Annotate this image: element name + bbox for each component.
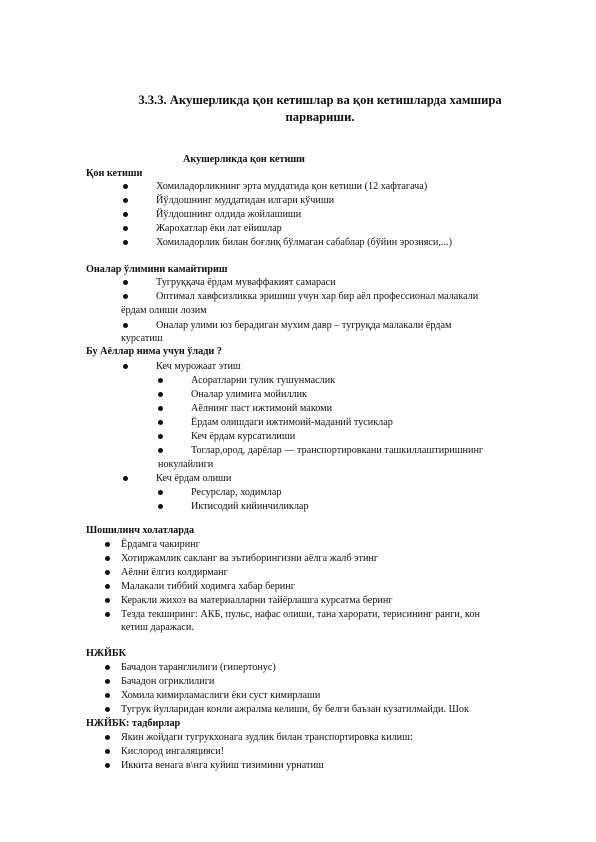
list-item: Йўлдошнинг муддатидан илгари кўчиши xyxy=(156,195,335,206)
bullet-icon xyxy=(105,679,110,684)
bullet-icon xyxy=(105,665,110,670)
list-item: Малакали тиббий ходимга хабар беринг xyxy=(121,581,295,592)
list-item: Хомила кимирламаслиги ёки суст кимирлаши xyxy=(121,690,321,701)
list-item: Йўлдошнинг олдида жойлашиши xyxy=(156,209,302,220)
list-item: Керакли жихоз ва материалларни тайёрлашга курсатма беринг xyxy=(121,595,393,606)
bullet-icon xyxy=(105,707,110,712)
bullet-icon xyxy=(123,240,128,245)
bullet-icon xyxy=(105,612,110,617)
list-item: Хотиржамлик сакланг ва эътиборингизни аёлга жалб этинг xyxy=(121,553,379,564)
s6-heading: НЖЙБК: тадбирлар xyxy=(86,718,181,729)
list-item: Асоратларни тулик тушунмаслик xyxy=(191,375,336,386)
bullet-icon xyxy=(158,420,163,425)
list-item: Тезда текширинг: АКБ, пульс, нафас олиши, тана харорати, терисининг ранги, кон xyxy=(121,609,480,620)
bullet-icon xyxy=(123,184,128,189)
bullet-icon xyxy=(158,434,163,439)
bullet-icon xyxy=(105,570,110,575)
bullet-icon xyxy=(105,556,110,561)
list-item-continuation: кетиш даражаси. xyxy=(121,622,194,633)
list-item: Аёлнинг паст ижтимоий макоми xyxy=(191,403,333,414)
s3-heading: Бу Аёллар нима учун ўлади ? xyxy=(86,346,222,357)
list-item: Тугрук йулларидан конли ажралма келиши, бу белги баъзан кузатилмайди. Шок xyxy=(121,704,469,715)
bullet-icon xyxy=(123,364,128,369)
list-item: Кеч ёрдам курсатилиши xyxy=(191,431,296,442)
bullet-icon xyxy=(105,584,110,589)
list-item: Кеч мурожаат этиш xyxy=(156,361,241,372)
list-item: Кислород ингаляцияси! xyxy=(121,746,224,757)
bullet-icon xyxy=(105,749,110,754)
section-title-line-2: парвариши. xyxy=(285,110,355,124)
s5-heading: НЖЙБК xyxy=(86,648,127,659)
list-item: Оптимал хавфсизликка эришиш учун хар бир аёл профессионал малакали xyxy=(156,291,479,302)
s4-heading: Шошилинч холатларда xyxy=(86,525,195,536)
list-item: Оналар улими юз берадиган мухим давр – тугруқда малакали ёрдам xyxy=(156,320,452,331)
list-item-continuation: курсатиш xyxy=(121,333,163,344)
list-item: Тоглар,ород, дарёлар — транспортировкани ташкиллаштиришнинг xyxy=(191,445,484,456)
bullet-icon xyxy=(158,490,163,495)
bullet-icon xyxy=(105,542,110,547)
bullet-icon xyxy=(105,763,110,768)
list-item: Хомиладорликнинг эрта муддатида қон кетиши (12 хафтагача) xyxy=(156,181,428,192)
bullet-icon xyxy=(123,198,128,203)
list-item: Жарохатлар ёки лат ейишлар xyxy=(156,223,282,234)
bullet-icon xyxy=(123,323,128,328)
bullet-icon xyxy=(158,392,163,397)
bullet-icon xyxy=(158,504,163,509)
list-item-continuation: нокулайлиги xyxy=(158,459,214,470)
bullet-icon xyxy=(158,378,163,383)
list-item-continuation: ёрдам олиши лозим xyxy=(121,305,207,316)
bullet-icon xyxy=(123,476,128,481)
bullet-icon xyxy=(123,226,128,231)
bullet-icon xyxy=(158,406,163,411)
bullet-icon xyxy=(123,294,128,299)
list-item: Ёрдам олишдаги ижтимоий-маданий тусиклар xyxy=(191,417,393,428)
bullet-icon xyxy=(105,693,110,698)
bullet-icon xyxy=(105,598,110,603)
subtitle: Акушерликда қон кетиши xyxy=(183,154,305,165)
list-item: Аёлни ёлгиз колдирманг xyxy=(121,567,228,578)
bullet-icon xyxy=(158,448,163,453)
list-item: Якин жойдаги тугрукхонага зудлик билан транспортировка килиш: xyxy=(121,732,413,743)
list-item: Бачадон таранглилиги (гипертонус) xyxy=(121,662,276,673)
list-item: Иктисодий кийинчиликлар xyxy=(191,501,309,512)
section-title-line-1: 3.3.3. Акушерликда қон кетишлар ва қон кетишларда хамшира xyxy=(138,93,502,107)
list-item: Кеч ёрдам олиши xyxy=(156,473,232,484)
bullet-icon xyxy=(123,212,128,217)
bullet-icon xyxy=(123,280,128,285)
bullet-icon xyxy=(105,735,110,740)
list-item: Тугруққача ёрдам муваффакият самараси xyxy=(156,277,336,288)
list-item: Ресурслар, ходимлар xyxy=(191,487,282,498)
list-item: Ёрдамга чакиринг xyxy=(121,539,200,550)
list-item: Бачадон огриклилиги xyxy=(121,676,215,687)
s2-heading: Оналар ўлимини камайтириш xyxy=(86,264,228,275)
list-item: Хомиладорлик билан боғлиқ бўлмаган сабаблар (бўйин эрозияси,...) xyxy=(156,237,452,248)
list-item: Оналар улимига мойиллик xyxy=(191,389,308,400)
s1-heading: Қон кетиши xyxy=(86,168,143,179)
list-item: Иккита венага в\нга куйиш тизимини урнатиш xyxy=(121,760,324,771)
